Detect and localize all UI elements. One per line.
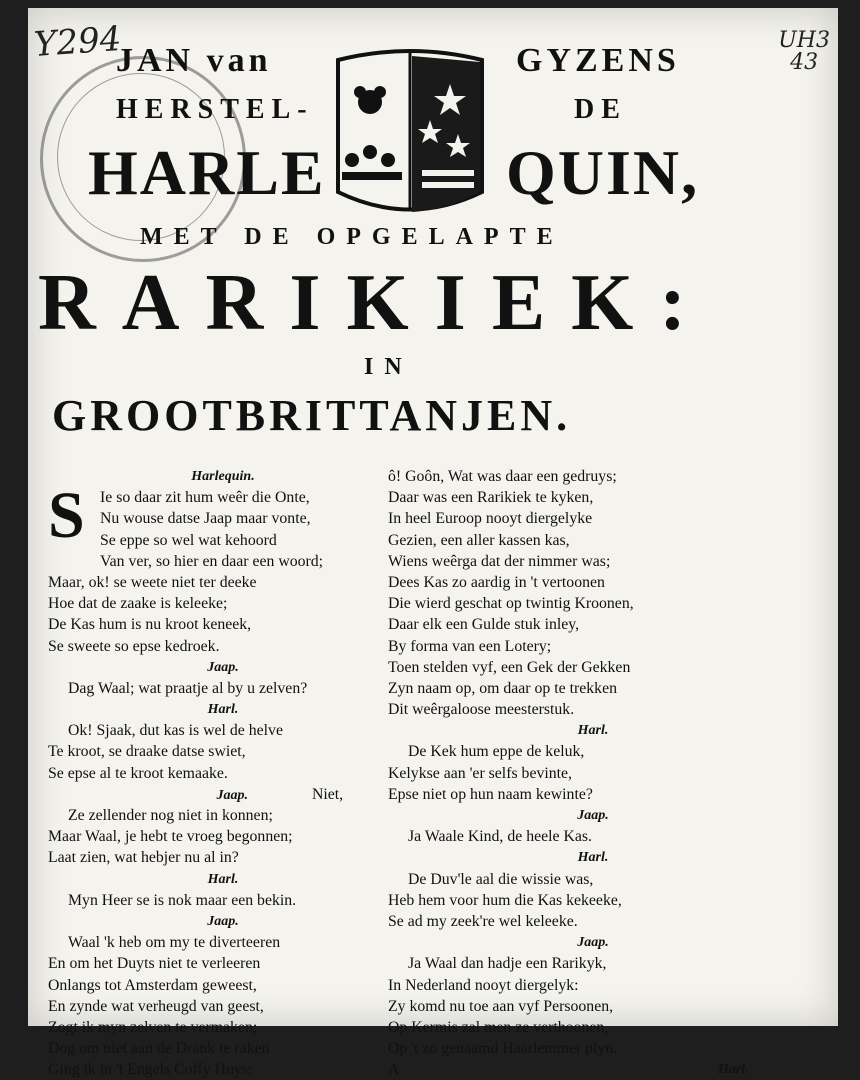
verse-line: In heel Euroop nooyt diergelyke bbox=[388, 510, 593, 528]
verse-line: Die wierd geschat op twintig Kroonen, bbox=[388, 595, 634, 613]
verse-line: ô! Goôn, Wat was daar een gedruys; bbox=[388, 468, 617, 485]
handwritten-number bbox=[778, 30, 830, 74]
speaker-jaap: Jaap. bbox=[216, 787, 248, 803]
title-harle: HARLE bbox=[88, 137, 326, 208]
verse-line: De Kas hum is nu kroot keneek, bbox=[48, 616, 252, 634]
catchword: Harl. bbox=[718, 1062, 749, 1078]
verse-line: Myn Heer se is nok maar een bekin. bbox=[68, 891, 297, 909]
handwritten-number-bottom: 43 bbox=[790, 50, 819, 75]
verse-line: Waal 'k heb om my te diverteeren bbox=[68, 934, 281, 952]
verse-line: Gezien, een aller kassen kas, bbox=[388, 531, 570, 549]
handwritten-shelfmark: Y294 bbox=[32, 19, 123, 65]
speaker-jaap: Jaap. bbox=[207, 659, 239, 675]
speaker-jaap: Jaap. bbox=[577, 935, 609, 951]
drop-cap: S bbox=[48, 479, 85, 552]
verse-line: Se epse al te kroot kemaake. bbox=[48, 764, 228, 782]
verse-line: Nu wouse datse Jaap maar vonte, bbox=[100, 510, 311, 528]
verse-line: In Nederland nooyt diergelyk: bbox=[388, 976, 579, 994]
title-met-de-opgelapte: MET DE OPGELAPTE bbox=[140, 224, 564, 250]
speaker-harl: Harl. bbox=[577, 850, 609, 866]
title-grootbrittanjen: GROOTBRITTANJEN. bbox=[52, 391, 572, 440]
verse-line: Epse niet op hun naam kewinte? bbox=[388, 785, 593, 803]
title-gyzens: GYZENS bbox=[516, 42, 680, 79]
verse-line: Se sweete so epse kedroek. bbox=[48, 637, 220, 655]
signature-mark: A bbox=[388, 1061, 400, 1079]
verse-line: Daar was een Rarikiek te kyken, bbox=[388, 489, 594, 507]
verse-line: Heb hem voor hum die Kas kekeeke, bbox=[388, 891, 622, 909]
handwritten-number-top: UH3 bbox=[778, 28, 830, 53]
verse-line: Hoe dat de zaake is keleeke; bbox=[48, 595, 228, 613]
verse-line: Dit weêrgaloose meesterstuk. bbox=[388, 701, 575, 719]
verse-line: Daar elk een Gulde stuk inley, bbox=[388, 616, 580, 634]
verse-column-left bbox=[48, 466, 398, 1080]
verse-line: Laat zien, wat hebjer nu al in? bbox=[48, 849, 239, 867]
title-herstel: HERSTEL- bbox=[116, 94, 314, 125]
verse-column-right bbox=[388, 466, 798, 1080]
verse-line: Te kroot, se draake datse swiet, bbox=[48, 743, 246, 761]
title-in: IN bbox=[364, 354, 413, 380]
title-quin: QUIN, bbox=[506, 137, 700, 208]
verse-line: Toen stelden vyf, een Gek der Gekken bbox=[388, 658, 631, 676]
verse-line: Se eppe so wel wat kehoord bbox=[100, 531, 277, 549]
verse-line: Zy komd nu toe aan vyf Persoonen, bbox=[388, 997, 614, 1015]
speaker-jaap-line bbox=[48, 784, 398, 805]
verse-line: Dees Kas zo aardig in 't vertoonen bbox=[388, 573, 605, 591]
verse-line: Zyn naam op, om daar op te trekken bbox=[388, 679, 617, 697]
speaker-harl: Harl. bbox=[577, 723, 609, 739]
verse-line: Wiens weêrga dat der nimmer was; bbox=[388, 552, 611, 570]
title-rarikiek: RARIKIEK: bbox=[38, 259, 713, 347]
verse-line: Ja Waale Kind, de heele Kas. bbox=[408, 828, 592, 846]
verse-line: Van ver, so hier en daar een woord; bbox=[100, 552, 324, 570]
verse-line: Ie so daar zit hum weêr die Onte, bbox=[100, 489, 310, 507]
verse-line-tail: Niet, bbox=[311, 785, 344, 803]
verse-line: Ja Waal dan hadje een Rarikyk, bbox=[408, 955, 607, 973]
verse-line: Op Kermis zal men ze verthoonen, bbox=[388, 1018, 609, 1036]
verse-line: Se ad my zeek're wel keleeke. bbox=[388, 912, 578, 930]
verse-line: Maar Waal, je hebt te vroeg begonnen; bbox=[48, 828, 293, 846]
verse-line: En zynde wat verheugd van geest, bbox=[48, 997, 264, 1015]
verse-line: Dag Waal; wat praatje al by u zelven? bbox=[68, 679, 308, 697]
verse-line: Onlangs tot Amsterdam geweest, bbox=[48, 976, 257, 994]
verse-line: Kelykse aan 'er selfs bevinte, bbox=[388, 764, 573, 782]
speaker-harl: Harl. bbox=[207, 702, 239, 718]
verse-line: De Duv'le aal die wissie was, bbox=[408, 870, 594, 888]
speaker-harl: Harl. bbox=[207, 871, 239, 887]
verse-line: Dog om niet aan de Drank te raken bbox=[48, 1040, 270, 1058]
verse-line: Maar, ok! se weete niet ter deeke bbox=[48, 573, 257, 591]
coat-of-arms-icon bbox=[330, 42, 490, 217]
title-jan-van: JAN van bbox=[116, 42, 272, 79]
verse-line: Zogt ik myn zelven te vermaken; bbox=[48, 1018, 258, 1036]
verse-line: En om het Duyts niet te verleeren bbox=[48, 955, 261, 973]
speaker-jaap: Jaap. bbox=[577, 808, 609, 823]
catchword-line bbox=[388, 1059, 798, 1080]
verse-line: Ze zellender nog niet in konnen; bbox=[68, 807, 273, 824]
verse-line: By forma van een Lotery; bbox=[388, 637, 552, 655]
verse-line: De Kek hum eppe de keluk, bbox=[408, 743, 585, 761]
speaker-harlequin: Harlequin. bbox=[191, 469, 255, 484]
title-de: DE bbox=[574, 94, 627, 125]
verse-line: Ok! Sjaak, dut kas is wel de helve bbox=[68, 722, 283, 740]
verse-line: Op 't zo genaamd Haarlemmer plyn. bbox=[388, 1040, 618, 1058]
speaker-jaap: Jaap. bbox=[207, 913, 239, 929]
verse-line: Ging ik in 't Engels Coffy Huys: bbox=[48, 1061, 253, 1079]
document-page bbox=[28, 8, 838, 1079]
